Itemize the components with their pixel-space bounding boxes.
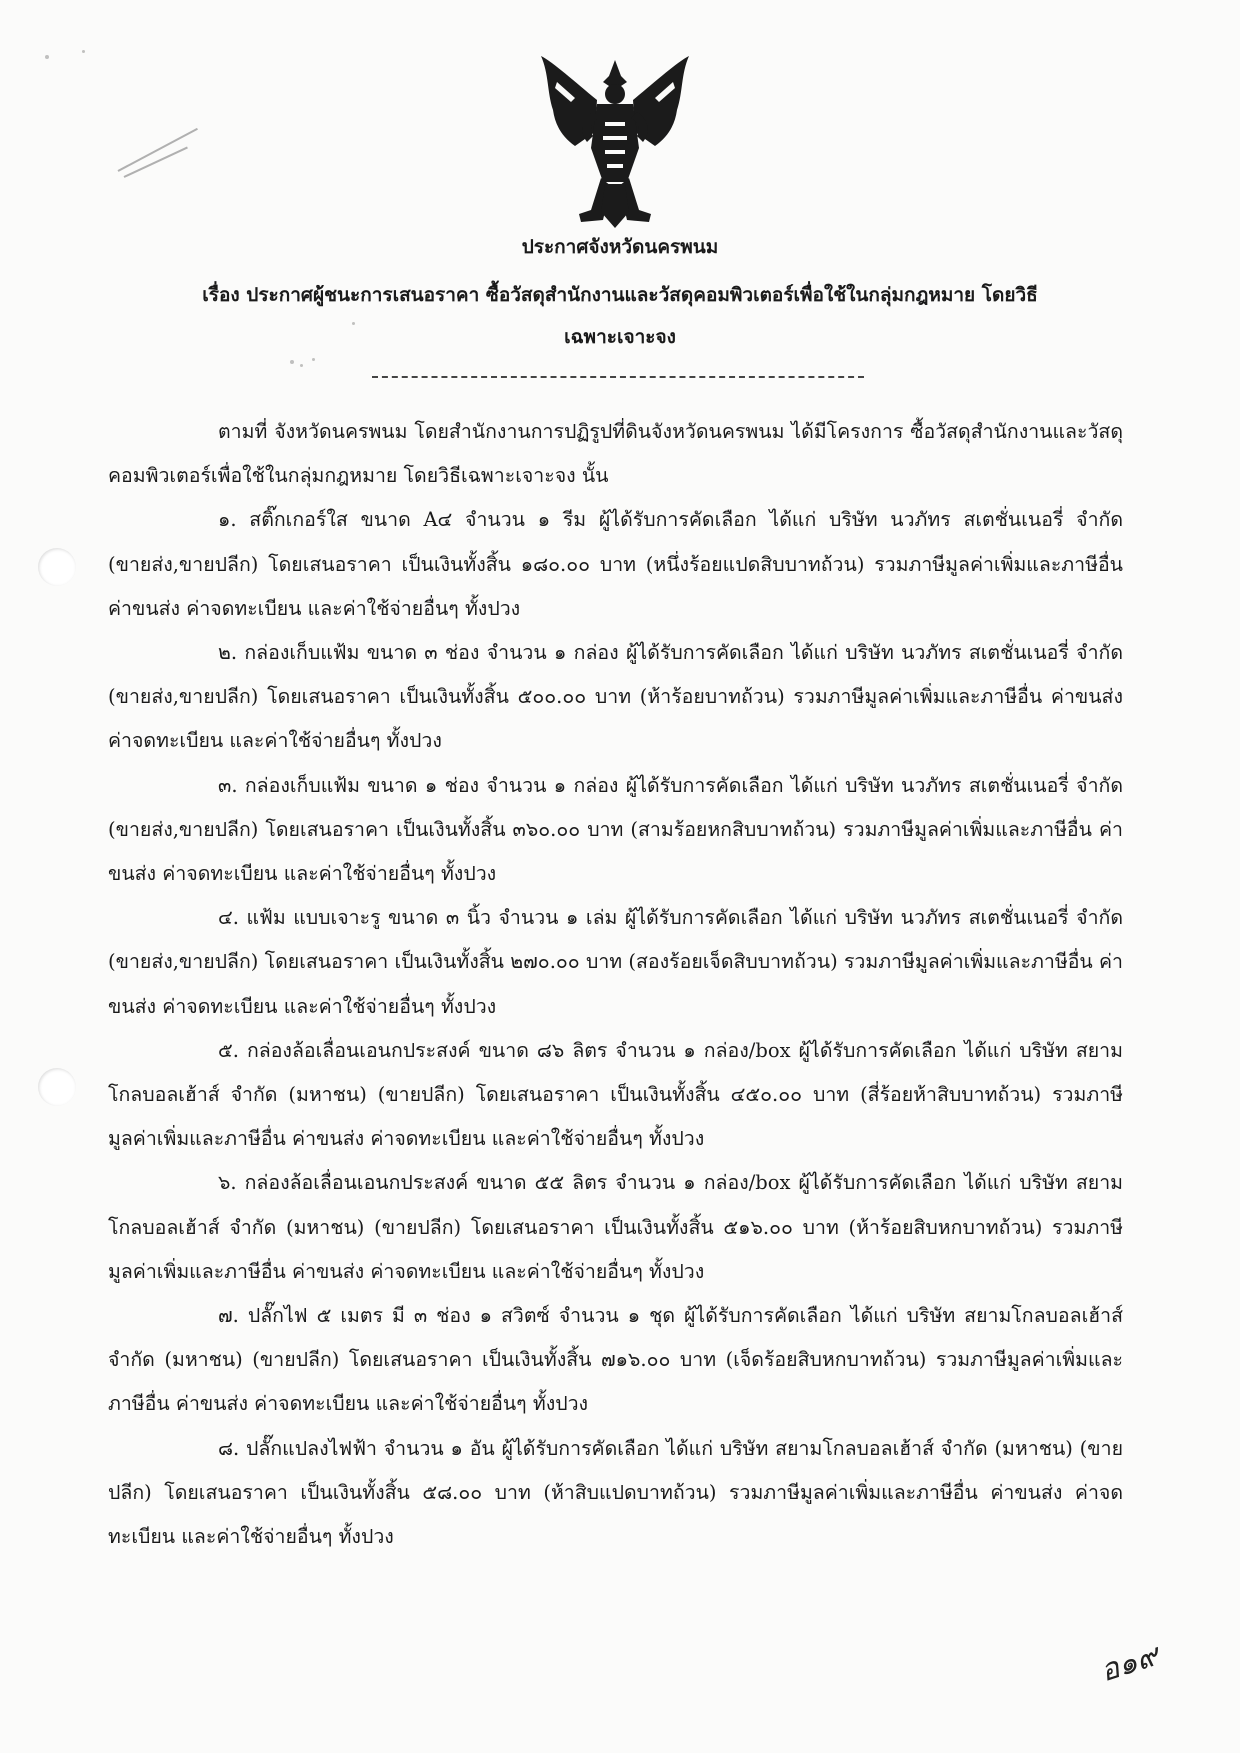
item-paragraph-7: ๗. ปลั๊กไฟ ๕ เมตร มี ๓ ช่อง ๑ สวิตซ์ จำนวน ๑ ชุด ผู้ได้รับการคัดเลือก ได้แก่ บริษัท สยามโกลบอลเฮ้าส์ จำกัด (มหาชน) (ขายปลีก) โดยเสนอราคา เป็นเงินทั้งสิ้น ๗๑๖.๐๐ บาท (เจ็ดร้อยสิบหกบาทถ้วน) รวมภาษีมูลค่าเพิ่มและภาษีอื่น ค่าขนส่ง ค่าจดทะเบียน และค่าใช้จ่ายอื่นๆ ทั้งปวง [108,1304,1123,1416]
scan-artifact [82,50,85,53]
item-paragraph-5: ๕. กล่องล้อเลื่อนเอนกประสงค์ ขนาด ๘๖ ลิตร จำนวน ๑ กล่อง/box ผู้ได้รับการคัดเลือก ได้แก่ บริษัท สยามโกลบอลเฮ้าส์ จำกัด (มหาชน) (ขายปลีก) โดยเสนอราคา เป็นเงินทั้งสิ้น ๔๕๐.๐๐ บาท (สี่ร้อยห้าสิบบาทถ้วน) รวมภาษีมูลค่าเพิ่มและภาษีอื่น ค่าขนส่ง ค่าจดทะเบียน และค่าใช้จ่ายอื่นๆ ทั้งปวง [108,1038,1123,1151]
scan-artifact [118,128,198,172]
announcement-subject: เรื่อง ประกาศผู้ชนะการเสนอราคา ซื้อวัสดุสำนักงานและวัสดุคอมพิวเตอร์เพื่อใช้ในกลุ่มกฎหมาย โดยวิธี [202,284,1038,306]
item-paragraph-4: ๔. แฟ้ม แบบเจาะรู ขนาด ๓ นิ้ว จำนวน ๑ เล่ม ผู้ได้รับการคัดเลือก ได้แก่ บริษัท นวภัทร สเตชั่นเนอรี่ จำกัด (ขายส่ง,ขายปลีก) โดยเสนอราคา เป็นเงินทั้งสิ้น ๒๗๐.๐๐ บาท (สองร้อยเจ็ดสิบบาทถ้วน) รวมภาษีมูลค่าเพิ่มและภาษีอื่น ค่าขนส่ง ค่าจดทะเบียน และค่าใช้จ่ายอื่นๆ ทั้งปวง [108,906,1123,1018]
item-paragraph-3: ๓. กล่องเก็บแฟ้ม ขนาด ๑ ช่อง จำนวน ๑ กล่อง ผู้ได้รับการคัดเลือก ได้แก่ บริษัท นวภัทร สเตชั่นเนอรี่ จำกัด (ขายส่ง,ขายปลีก) โดยเสนอราคา เป็นเงินทั้งสิ้น ๓๖๐.๐๐ บาท (สามร้อยหกสิบบาทถ้วน) รวมภาษีมูลค่าเพิ่มและภาษีอื่น ค่าขนส่ง ค่าจดทะเบียน และค่าใช้จ่ายอื่นๆ ทั้งปวง [108,773,1123,886]
item-paragraph-8: ๘. ปลั๊กแปลงไฟฟ้า จำนวน ๑ อัน ผู้ได้รับการคัดเลือก ได้แก่ บริษัท สยามโกลบอลเฮ้าส์ จำกัด (มหาชน) (ขายปลีก) โดยเสนอราคา เป็นเงินทั้งสิ้น ๕๘.๐๐ บาท (ห้าสิบแปดบาทถ้วน) รวมภาษีมูลค่าเพิ่มและภาษีอื่น ค่าขนส่ง ค่าจดทะเบียน และค่าใช้จ่ายอื่นๆ ทั้งปวง [108,1436,1123,1549]
title-divider [372,376,864,378]
punch-hole-top [38,548,76,586]
item-paragraph-6: ๖. กล่องล้อเลื่อนเอนกประสงค์ ขนาด ๕๕ ลิตร จำนวน ๑ กล่อง/box ผู้ได้รับการคัดเลือก ได้แก่ บริษัท สยามโกลบอลเฮ้าส์ จำกัด (มหาชน) (ขายปลีก) โดยเสนอราคา เป็นเงินทั้งสิ้น ๕๑๖.๐๐ บาท (ห้าร้อยสิบหกบาทถ้วน) รวมภาษีมูลค่าเพิ่มและภาษีอื่น ค่าขนส่ง ค่าจดทะเบียน และค่าใช้จ่ายอื่นๆ ทั้งปวง [108,1171,1123,1283]
scan-artifact [312,358,315,361]
scan-artifact [300,364,303,367]
garuda-emblem-icon [535,52,695,232]
scan-artifact [45,55,49,59]
scan-artifact [290,360,294,364]
announcement-subject-cont: เฉพาะเจาะจง [564,326,676,348]
item-paragraph-1: ๑. สติ๊กเกอร์ใส ขนาด A๔ จำนวน ๑ รีม ผู้ได้รับการคัดเลือก ได้แก่ บริษัท นวภัทร สเตชั่นเนอรี่ จำกัด (ขายส่ง,ขายปลีก) โดยเสนอราคา เป็นเงินทั้งสิ้น ๑๘๐.๐๐ บาท (หนึ่งร้อยแปดสิบบาทถ้วน) รวมภาษีมูลค่าเพิ่มและภาษีอื่น ค่าขนส่ง ค่าจดทะเบียน และค่าใช้จ่ายอื่นๆ ทั้งปวง [108,508,1123,620]
intro-paragraph: ตามที่ จังหวัดนครพนม โดยสำนักงานการปฏิรูปที่ดินจังหวัดนครพนม ได้มีโครงการ ซื้อวัสดุสำนักงานและวัสดุคอมพิวเตอร์เพื่อใช้ในกลุ่มกฎหมาย โดยวิธีเฉพาะเจาะจง นั้น [108,420,1123,488]
handwritten-page-mark: อ๑๙ [1096,1637,1164,1690]
announcement-title: ประกาศจังหวัดนครพนม [521,236,719,258]
announcement-body [108,410,1123,1559]
punch-hole-bottom [38,1068,76,1106]
item-paragraph-2: ๒. กล่องเก็บแฟ้ม ขนาด ๓ ช่อง จำนวน ๑ กล่อง ผู้ได้รับการคัดเลือก ได้แก่ บริษัท นวภัทร สเตชั่นเนอรี่ จำกัด (ขายส่ง,ขายปลีก) โดยเสนอราคา เป็นเงินทั้งสิ้น ๕๐๐.๐๐ บาท (ห้าร้อยบาทถ้วน) รวมภาษีมูลค่าเพิ่มและภาษีอื่น ค่าขนส่ง ค่าจดทะเบียน และค่าใช้จ่ายอื่นๆ ทั้งปวง [108,641,1123,753]
